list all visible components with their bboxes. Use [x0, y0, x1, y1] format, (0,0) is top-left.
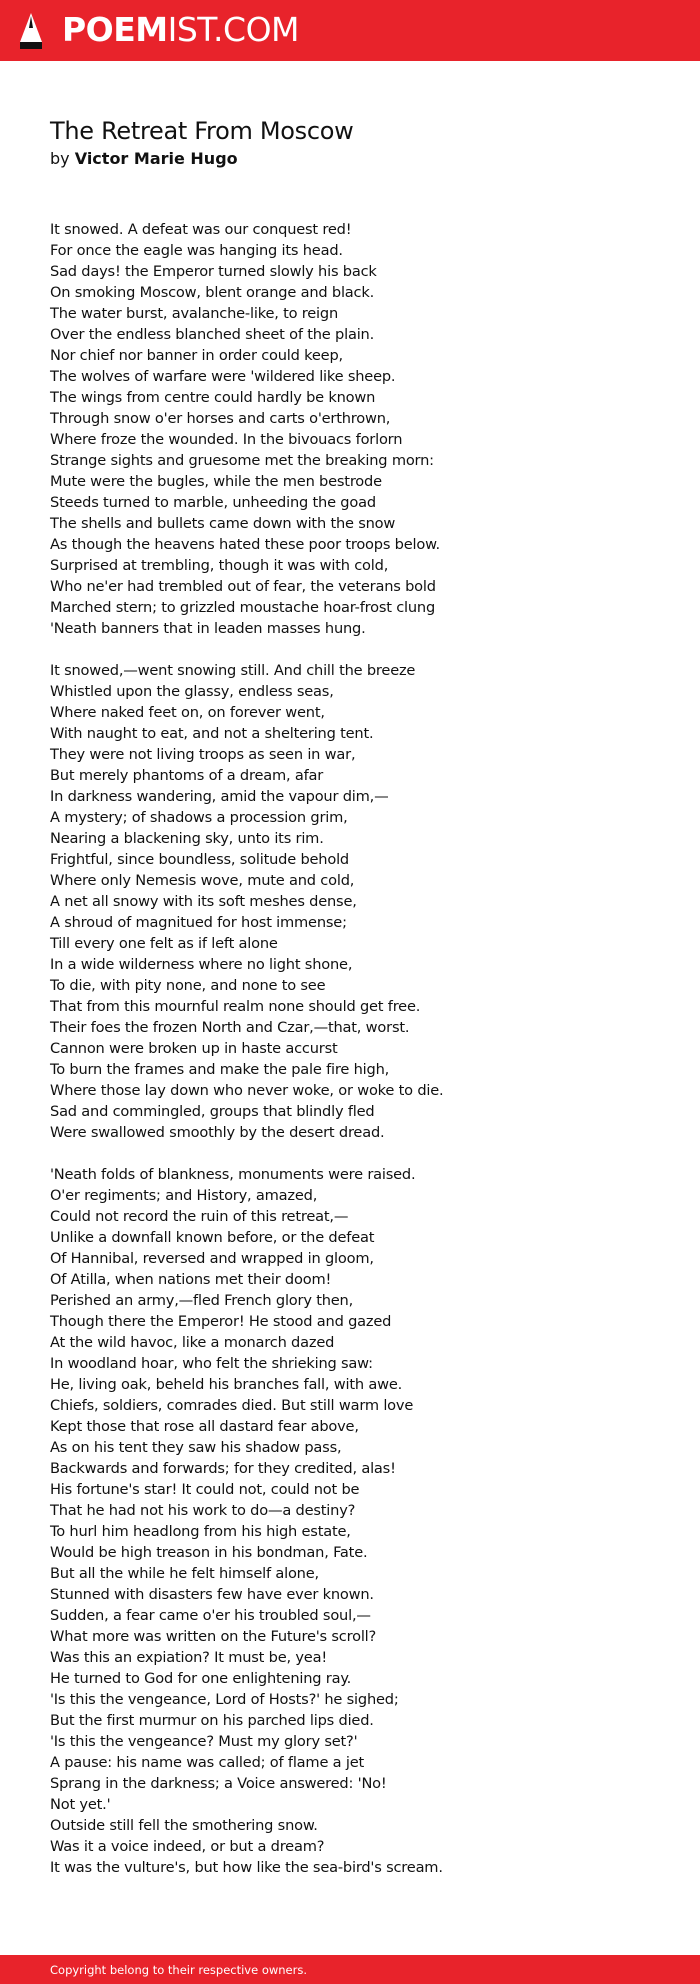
poem-line: That he had not his work to do—a destiny?: [50, 1502, 356, 1519]
poem-line: For once the eagle was hanging its head.: [50, 242, 343, 259]
poem-line: Marched stern; to grizzled moustache hoar-frost clung: [50, 599, 436, 616]
poem-line: The wolves of warfare were 'wildered like sheep.: [50, 368, 396, 385]
poem-line: Sad days! the Emperor turned slowly his back: [50, 263, 377, 280]
poem-line: Their foes the frozen North and Czar,—that, worst.: [50, 1019, 410, 1036]
poem-line: They were not living troops as seen in war,: [50, 746, 356, 763]
poem-line: It snowed,—went snowing still. And chill the breeze: [50, 662, 416, 679]
site-footer: [0, 1955, 700, 1984]
poem-line: But merely phantoms of a dream, afar: [50, 767, 324, 784]
poem-line: Though there the Emperor! He stood and gazed: [50, 1313, 392, 1330]
logo-bold-text: POEM: [62, 10, 168, 49]
poem-line: To die, with pity none, and none to see: [50, 977, 326, 994]
poem-line: Of Atilla, when nations met their doom!: [50, 1271, 332, 1288]
poem-line: Steeds turned to marble, unheeding the goad: [50, 494, 376, 511]
by-label: by: [50, 149, 70, 168]
poem-line: Mute were the bugles, while the men bestrode: [50, 473, 382, 490]
poem-author: Victor Marie Hugo: [74, 149, 238, 168]
poem-line: Sprang in the darkness; a Voice answered: 'No!: [50, 1775, 387, 1792]
poem-line: A net all snowy with its soft meshes dense,: [50, 893, 357, 910]
poem-line: Over the endless blanched sheet of the plain.: [50, 326, 375, 343]
poem-line: Sad and commingled, groups that blindly fled: [50, 1103, 375, 1120]
poem-body: [50, 219, 670, 1899]
poem-line: Kept those that rose all dastard fear above,: [50, 1418, 359, 1435]
site-logo[interactable]: [62, 9, 299, 51]
poem-line: Of Hannibal, reversed and wrapped in gloom,: [50, 1250, 374, 1267]
poem-line: With naught to eat, and not a sheltering tent.: [50, 725, 374, 742]
poem-line: Where those lay down who never woke, or woke to die.: [50, 1082, 444, 1099]
poem-line: That from this mournful realm none should get free.: [50, 998, 421, 1015]
poem-line: Would be high treason in his bondman, Fate.: [50, 1544, 368, 1561]
poem-stanza: [50, 219, 670, 639]
poem-line: Frightful, since boundless, solitude behold: [50, 851, 349, 868]
poem-line: To burn the frames and make the pale fire high,: [50, 1061, 390, 1078]
poem-line: Where only Nemesis wove, mute and cold,: [50, 872, 355, 889]
poem-line: His fortune's star! It could not, could not be: [50, 1481, 360, 1498]
poem-byline: [50, 148, 238, 170]
poem-line: Where naked feet on, on forever went,: [50, 704, 325, 721]
poem-line: Was this an expiation? It must be, yea!: [50, 1649, 327, 1666]
poem-line: Stunned with disasters few have ever known.: [50, 1586, 374, 1603]
site-header: [0, 0, 700, 61]
poem-line: But all the while he felt himself alone,: [50, 1565, 319, 1582]
poem-line: To hurl him headlong from his high estate,: [50, 1523, 351, 1540]
poem-line: The wings from centre could hardly be known: [50, 389, 376, 406]
poem-line: At the wild havoc, like a monarch dazed: [50, 1334, 335, 1351]
poem-line: Outside still fell the smothering snow.: [50, 1817, 318, 1834]
poem-line: In a wide wilderness where no light shone,: [50, 956, 353, 973]
poem-line: Till every one felt as if left alone: [50, 935, 278, 952]
poem-line: What more was written on the Future's scroll?: [50, 1628, 377, 1645]
poem-line: 'Neath banners that in leaden masses hung.: [50, 620, 366, 637]
poem-line: Could not record the ruin of this retreat,—: [50, 1208, 349, 1225]
poem-line: A pause: his name was called; of flame a jet: [50, 1754, 364, 1771]
poem-line: The shells and bullets came down with the snow: [50, 515, 396, 532]
poem-stanza: [50, 1164, 670, 1878]
poem-line: As on his tent they saw his shadow pass,: [50, 1439, 342, 1456]
poem-line: Were swallowed smoothly by the desert dread.: [50, 1124, 385, 1141]
poem-line: In darkness wandering, amid the vapour dim,—: [50, 788, 389, 805]
poem-line: On smoking Moscow, blent orange and black.: [50, 284, 375, 301]
poem-line: But the first murmur on his parched lips died.: [50, 1712, 374, 1729]
poem-line: Through snow o'er horses and carts o'erthrown,: [50, 410, 391, 427]
poem-line: Perished an army,—fled French glory then,: [50, 1292, 354, 1309]
poem-line: The water burst, avalanche-like, to reign: [50, 305, 339, 322]
poem-line: He turned to God for one enlightening ray.: [50, 1670, 352, 1687]
poem-line: Who ne'er had trembled out of fear, the veterans bold: [50, 578, 436, 595]
poem-line: Nor chief nor banner in order could keep,: [50, 347, 343, 364]
poem-line: Backwards and forwards; for they credited, alas!: [50, 1460, 396, 1477]
poem-title: The Retreat From Moscow: [50, 117, 354, 145]
logo-light-text: IST.COM: [167, 10, 300, 49]
poem-line: It was the vulture's, but how like the sea-bird's scream.: [50, 1859, 443, 1876]
poem-line: 'Is this the vengeance, Lord of Hosts?' he sighed;: [50, 1691, 399, 1708]
poem-line: Unlike a downfall known before, or the defeat: [50, 1229, 375, 1246]
poem-line: Whistled upon the glassy, endless seas,: [50, 683, 334, 700]
poem-line: Sudden, a fear came o'er his troubled soul,—: [50, 1607, 371, 1624]
poem-line: He, living oak, beheld his branches fall, with awe.: [50, 1376, 403, 1393]
poem-line: 'Neath folds of blankness, monuments were raised.: [50, 1166, 416, 1183]
copyright-text: Copyright belong to their respective owners.: [50, 1963, 308, 1977]
poem-line: O'er regiments; and History, amazed,: [50, 1187, 318, 1204]
poem-line: Cannon were broken up in haste accurst: [50, 1040, 338, 1057]
poem-line: Where froze the wounded. In the bivouacs forlorn: [50, 431, 403, 448]
poem-line: In woodland hoar, who felt the shrieking saw:: [50, 1355, 373, 1372]
poem-line: As though the heavens hated these poor troops below.: [50, 536, 440, 553]
poem-line: Not yet.': [50, 1796, 111, 1813]
poem-line: It snowed. A defeat was our conquest red!: [50, 221, 352, 238]
poem-line: Chiefs, soldiers, comrades died. But still warm love: [50, 1397, 414, 1414]
poem-line: A mystery; of shadows a procession grim,: [50, 809, 348, 826]
poem-line: Surprised at trembling, though it was with cold,: [50, 557, 389, 574]
poem-line: A shroud of magnitued for host immense;: [50, 914, 347, 931]
poem-stanza: [50, 660, 670, 1143]
poem-line: Strange sights and gruesome met the breaking morn:: [50, 452, 434, 469]
pen-nib-icon: [18, 12, 44, 50]
poem-line: Nearing a blackening sky, unto its rim.: [50, 830, 324, 847]
poem-line: Was it a voice indeed, or but a dream?: [50, 1838, 325, 1855]
poem-line: 'Is this the vengeance? Must my glory set?': [50, 1733, 358, 1750]
